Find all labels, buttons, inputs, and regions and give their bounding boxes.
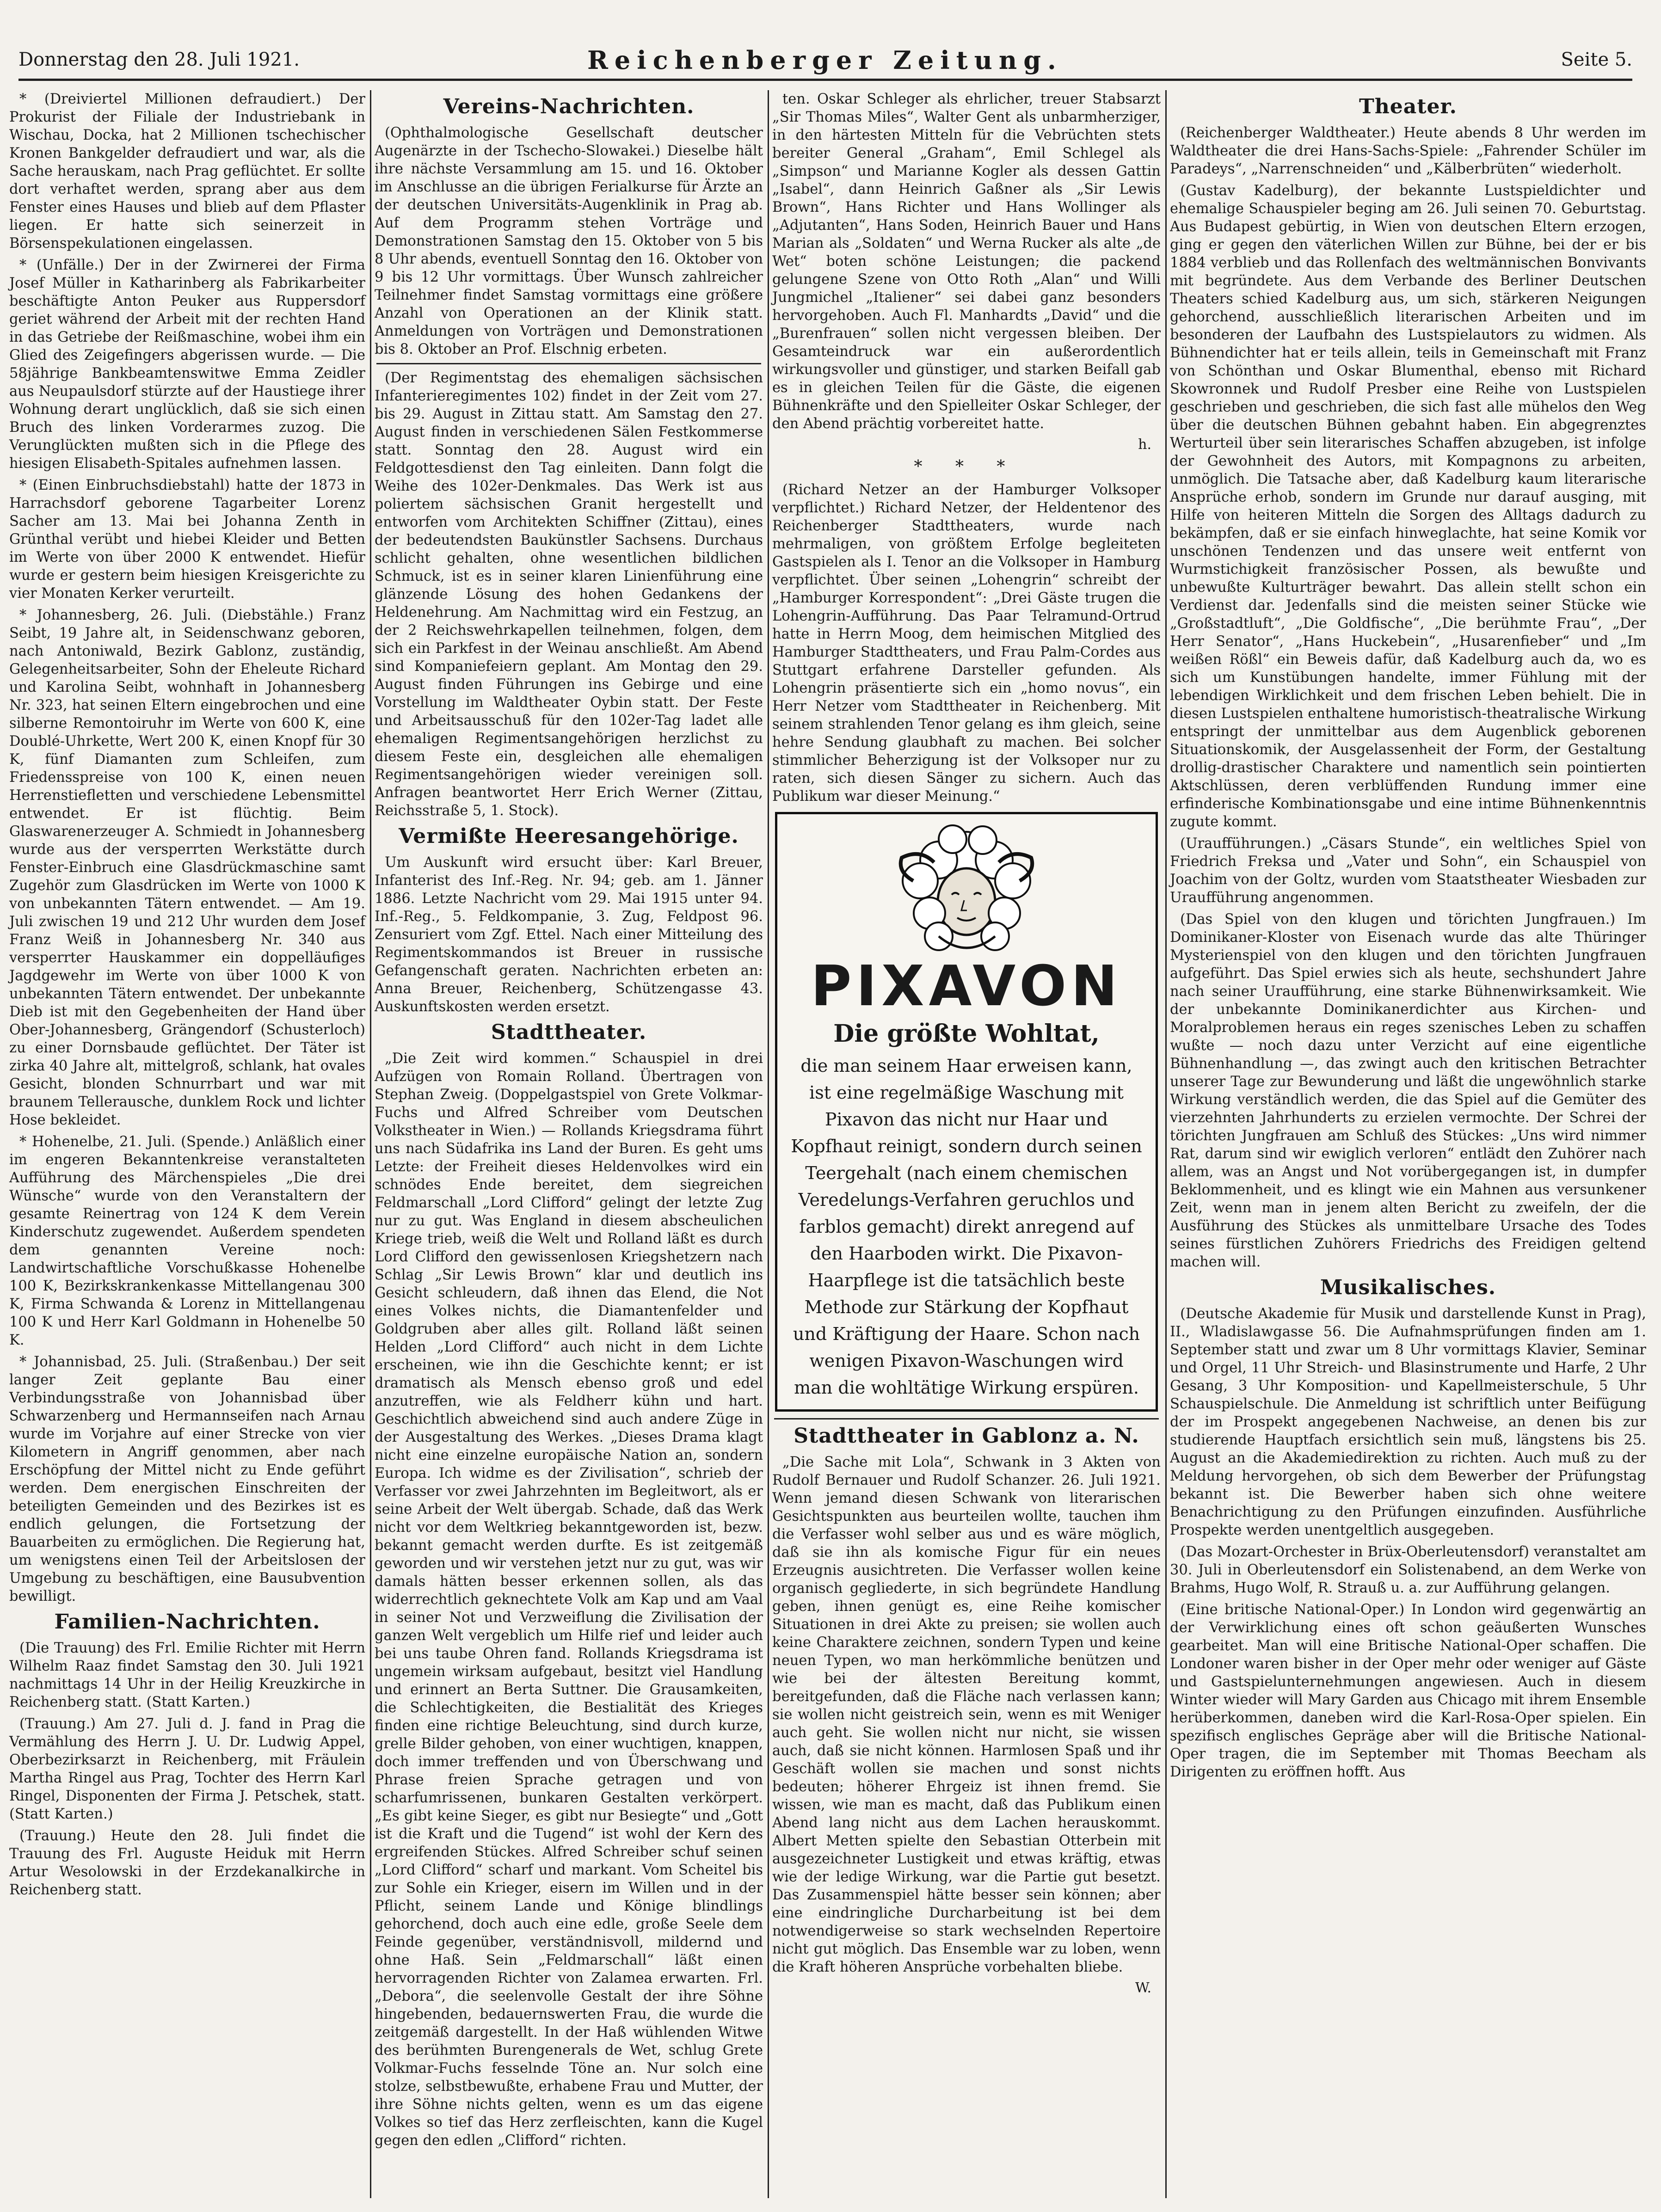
woman-washing-hair-illustration — [869, 821, 1064, 959]
article-paragraph: * (Unfälle.) Der in der Zwirnerei der Firma Josef Müller in Katharinberg als Fabrikarbeiter beschäftigte Anton Peuker aus Ruppersdorf geriet während der Arbeit mit der rechten Hand in das Getriebe der Reißmaschine, wobei ihm ein Glied des Zeigefingers abgerissen wurde. — Die 58jährige Bankbeamtenswitwe Emma Zeidler aus Neupaulsdorf stürzte auf der Haustiege ihrer Wohnung derart unglücklich, daß sie sich einen Bruch des linken Vorderarmes zuzog. Die Verunglückten mußten sich in die Pflege des hiesigen Elisabeth-Spitales aufnehmen lassen. — [9, 257, 365, 472]
article-paragraph: (Gustav Kadelburg), der bekannte Lustspieldichter und ehemalige Schauspieler beging am 26. Juli seinen 70. Geburtstag. Aus Budapest gebürtig, in Wien von deutschen Eltern erzogen, ging er gegen den väterlichen Willen zur Bühne, bei der er bis 1884 verblieb und das Rollenfach des weltmännischen Bonvivants mit begründete. Aus dem Verbande des Berliner Deutschen Theaters schied Kadelburg aus, um sich, stärkeren Neigungen gehorchend, ausschließlich literarischen Arbeiten und im besonderen der Laufbahn des Lustspielautors zu widmen. Als Bühnendichter hat er teils allein, teils in Gemeinschaft mit Franz von Schönthan und Oskar Blumenthal, ebenso mit Richard Skowronnek und Rudolf Presber eine Reihe von Lustspielen geschrieben und geschrieben, die sich fast alle mühelos den Weg über die deutschen Bühnen gebahnt haben. Ein abgegrenztes Werturteil über sein literarisches Schaffen abzugeben, ist infolge der Gewohnheit des Autors, mit Kompagnons zu arbeiten, unmöglich. Die Tatsache aber, daß Kadelburg kaum literarische Ansprüche erhob, sondern im Grunde nur darauf ausging, mit Hilfe von heiteren Mitteln die Sorgen des Alltags dadurch zu bekämpfen, daß er sie einfach hinweglachte, hat seine Komik vor unschönen Tendenzen und das unsere weit entfernt von Wurmstichigkeit französischer Possen, als bewußte und unbewußte Kulturträger bewahrt. Das allein stellt schon ein Verdienst dar. Jedenfalls sind die meisten seiner Stücke wie „Großstadtluft“, „Die Goldfische“, „Die berühmte Frau“, „Der Herr Senator“, „Hans Huckebein“, „Husarenfieber“ und „Im weißen Rößl“ ein Beweis dafür, daß Kadelburg auch da, wo es sich um Kunstübungen handelte, immer Fühlung mit der lebendigen Wirklichkeit und dem frischen Leben behielt. Die in diesen Lustspielen enthaltene humoristisch-theatralische Wirkung entspringt der unmittelbar aus dem Augenblick geborenen Situationskomik, der Ausgelassenheit der Form, der Gestaltung drollig-drastischer Charaktere und namentlich sein pointierten Aktschlüssen, deren verblüffenden Rundung immer eine erfinderische Kombinationsgabe und eine intime Bühnenkenntnis zugute kommt. — [1170, 183, 1647, 830]
column-4 — [1165, 90, 1651, 2198]
article-paragraph: (Ophthalmologische Gesellschaft deutscher Augenärzte in der Tschecho-Slowakei.) Dieselbe hält ihre nächste Versammlung am 15. und 16. Oktober im Anschlusse an die übrigen Ferialkurse für Ärzte an der deutschen Universitäts-Augenklinik in Prag ab. Auf dem Programm stehen Vorträge und Demonstrationen Samstag den 15. Oktober von 5 bis 8 Uhr abends, eventuell Sonntag den 16. Oktober von 9 bis 12 Uhr vormittags. Über Wunsch zahlreicher Teilnehmer findet Samstag vormittags eine größere Anzahl von Operationen an der Klinik statt. Anmeldungen von Vorträgen und Demonstrationen bis 8. Oktober an Prof. Elschnig erbeten. — [375, 125, 763, 357]
section-heading: Theater. — [1359, 95, 1457, 118]
ad-brand-name: PIXAVON — [811, 954, 1122, 1019]
section-heading: Stadttheater in Gablonz a. N. — [794, 1424, 1139, 1448]
issue-date: Donnerstag den 28. Juli 1921. — [18, 49, 300, 70]
article-paragraph: * Johannesberg, 26. Juli. (Diebstähle.) Franz Seibt, 19 Jahre alt, in Seidenschwanz geboren, nach Antoniwald, Bezirk Gablonz, zuständig, Gelegenheitsarbeiter, Sohn der Eheleute Richard und Karolina Seibt, wohnhaft in Johannesberg Nr. 323, hat seinen Eltern eingebrochen und eine silberne Remontoiruhr im Werte von 600 K, eine Doublé-Uhrkette, Wert 200 K, einen Knopf für 30 K, fünf Diamanten zum Schleifen, zum Friedensspreise von 100 K, einen neuen Herrenstiefletten und verschiedene Lebensmittel entwendet. Er ist flüchtig. Beim Glaswarenerzeuger A. Schmiedt in Johannesberg wurde aus der versperrten Werkstätte durch Fenster-Einbruch eine Glasdrückmaschine samt Zugehör zum Glasdrücken im Werte von 1000 K von unbekannten Tätern entwendet. — Am 19. Juli zwischen 19 und 212 Uhr wurden dem Josef Franz Weiß in Johannesberg Nr. 340 aus versperrter Hauskammer ein doppelläufiges Jagdgewehr im Werte von über 1000 K von unbekannten Tätern entwendet. Der unbekannte Dieb ist mit den Gegebenheiten der Hand über Ober-Johannesberg, Grängendorf (Schusterloch) zu einer Dornsbaude geflüchtet. Der Täter ist zirka 40 Jahre alt, mittelgroß, schlank, hat ovales Gesicht, blonden Schnurrbart und war mit braunem Tellerausche, dunklem Rock und lichter Hose bekleidet. — [9, 607, 365, 1128]
theater-continuation — [768, 90, 1165, 805]
ad-headline: Die größte Wohltat, — [833, 1020, 1100, 1048]
article-paragraph: ten. Oskar Schleger als ehrlicher, treuer Stabsarzt „Sir Thomas Miles“, Walter Gent als unbarmherziger, in den härtesten Mitteln für die Vebrüchten stets bereiter General „Graham“, Emil Schlegel als „Simpson“ und Marianne Kogler als dessen Gattin „Isabel“, dann Heinrich Gaßner als „Sir Lewis Brown“, Hans Richter und Hans Wollinger als „Adjutanten“, Hans Soden, Heinrich Bauer und Hans Marian als „Soldaten“ und Werna Rucker als alte „de Wet“ boten schöne Leistungen; die packend gelungene Szene von Otto Roth „Alan“ und Willi Jungmichel „Italiener“ sei dabei ganz besonders hervorgehoben. Auch Fl. Manhardts „David“ und die „Burenfrauen“ sollen nicht vergessen bleiben. Der Gesamteindruck war ein außerordentlich wirkungsvoller und günstiger, und starken Beifall gab es in gleichen Teilen für die Gäste, die eigenen Bühnenkräfte und den Spielleiter Oskar Schleger, der den Abend prächtig vorbereitet hatte. — [772, 91, 1161, 432]
article-paragraph: „Die Zeit wird kommen.“ Schauspiel in drei Aufzügen von Romain Rolland. Übertragen von Stephan Zweig. (Doppelgastspiel von Grete Volkmar-Fuchs und Alfred Schreiber vom Deutschen Volkstheater in Wien.) — Rollands Kriegsdrama führt uns nach Südafrika ins Land der Buren. Es geht ums Letzte: der Freiheit dieses Heldenvolkes wird ein schnödes Ende bereitet, dem siegreichen Feldmarschall „Lord Clifford“ gelingt der letzte Zug nur zu gut. Was England in diesem abscheulichen Kriege trieb, weiß die Welt und Rolland läßt es durch Lord Clifford den gewissenlosen Kriegshetzern nach Schlag „Sir Lewis Brown“ klar und deutlich ins Gesicht schleudern, daß ihnen das Elend, die Not eines Volkes nichts, die Diamantenfelder und Goldgruben aber alles gilt. Rolland läßt seinen Helden „Lord Clifford“ auch nicht in dem Lichte erscheinen, wie ihn die Geschichte kennt; er ist dramatisch als Mensch ebenso groß und edel anzutreffen, wie als Feldherr kühn und hart. Geschichtlich abweichend sind auch andere Züge in der Ausgestaltung des Werkes. „Dieses Drama klagt nicht eine einzelne europäische Nation an, sondern Europa. Ich widme es der Zivilisation“, schrieb der Verfasser vor zwei Jahrzehnten im Begleitwort, als er seine Arbeit der Welt übergab. Schade, daß das Werk nicht vor dem Weltkrieg bekanntgeworden ist, bezw. bekannt gemacht werden durfte. Es ist zeitgemäß geworden und wir verstehen jetzt nur zu gut, was wir damals hätten besser erkennen sollen, als das widerrechtlich geknechtete Volk am Kap und am Vaal in seiner Not und Verzweiflung die Zivilisation der ganzen Welt vergeblich um Hilfe rief und leider auch bei uns taube Ohren fand. Rollands Kriegsdrama ist ungemein wirksam aufgebaut, besitzt viel Handlung und erinnert an Berta Suttner. Die Grausamkeiten, die Schlechtigkeiten, die Bestialität des Krieges finden eine richtige Beleuchtung, sind durch kurze, grelle Bilder gehoben, von einer wuchtigen, knappen, doch immer treffenden und von Überschwang und Phrase freien Sprache getragen und von scharfumrissenen, bunkaren Gestalten verkörpert. „Es gibt keine Sieger, es gibt nur Besiegte“ und „Gott ist die Kraft und die Tugend“ ist wohl der Kern des ergreifenden Stückes. Alfred Schreiber schuf seinen „Lord Clifford“ scharf und markant. Vom Scheitel bis zur Sohle ein Krieger, eisern im Willen und in der Pflicht, seinem Lande und Könige blindlings gehorchend, doch auch eine edle, große Seele dem Feinde gegenüber, verständnisvoll, mildernd und ohne Haß. Sein „Feldmarschall“ läßt einen hervorragenden Richter von Zalamea erwarten. Frl. „Debora“, die seelenvolle Gestalt der ihre Söhne hingebenden, bedauernswerten Frau, die wurde die zeitgemäß dargestellt. In der Haß wühlenden Witwe des berühmten Burengenerals de Wet, schlug Grete Volkmar-Fuchs fesselnde Töne an. Nur solch eine stolze, selbstbewußte, erhabene Frau und Mutter, der ihre Söhne nichts gelten, wenn es um das eigene Volkes so tief das Herz zerfleischten, kann die Kugel gegen den edlen „Clifford“ richten. — [375, 1051, 763, 2149]
article-paragraph: (Uraufführungen.) „Cäsars Stunde“, ein weltliches Spiel von Friedrich Freksa und „Vater und Sohn“, ein Schauspiel von Joachim von der Goltz, wurden vom Staatstheater Wiesbaden zur Uraufführung angenommen. — [1170, 836, 1646, 906]
article-paragraph: (Die Trauung) des Frl. Emilie Richter mit Herrn Wilhelm Raaz findet Samstag den 30. Juli 1921 nachmittags 14 Uhr in der Heilig Kreuzkirche in Reichenberg statt. (Statt Karten.) — [9, 1640, 365, 1710]
article-paragraph: Um Auskunft wird ersucht über: Karl Breuer, Infanterist des Inf.-Reg. Nr. 94; geb. am 1. Jänner 1886. Letzte Nachricht vom 29. Mai 1915 unter 94. Inf.-Reg., 5. Feldkompanie, 3. Zug, Feldpost 96. Zensuriert vom Zgf. Ettel. Nach einer Mitteilung des Regimentskommandos ist Breuer in russische Gefangenschaft geraten. Nachrichten erbeten an: Anna Breuer, Reichenberg, Schützengasse 43. Auskunftskosten werden ersetzt. — [375, 854, 763, 1015]
article-paragraph: (Das Spiel von den klugen und törichten Jungfrauen.) Im Dominikaner-Kloster von Eisenach wurde das alte Thüringer Mysterienspiel von den klugen und den törichten Jungfrauen aufgeführt. Das Spiel erwies sich als heute, sechshundert Jahre nach seiner Uraufführung, eine starke Bühnenwirksamkeit. Wie der unbekannte Dominikanerdichter aus Kirchen- und Moralproblemen heraus ein reges szenisches Leben zu schaffen wußte — noch dazu unter Verzicht auf eine eigentliche Bühnenhandlung —, das zwingt auch den kritischen Betrachter unserer Tage zur Bewunderung und läßt die ungewöhnlich starke Wirkung verständlich werden, die das Spiel auf die Gemüter des vierzehnten Jahrhunderts zu erzielen vermochte. Der Schrei der törichten Jungfrauen am Schluß des Stückes: „Uns wird nimmer Rat, darum sind wir ewiglich verloren“ entlädt den Zuhörer nach allem, was an Angst und Not vorübergegangen ist, in dumpfer Beklommenheit, und es klingt wie ein Mahnen aus versunkener Zeit, wenn man in jenem alten Bericht zu zweifeln, der die Ausführung des Stückes als unmittelbare Ursache des Todes seines fürstlichen Zuhörers Friedrichs des Freidigen geltend machen will. — [1170, 911, 1646, 1270]
ad-body-text: die man seinem Haar erweisen kann, ist eine regelmäßige Waschung mit Pixavon das nicht nur Haar und Kopfhaut reinigt, sondern durch seinen Teergehalt (nach einem chemischen Veredelungs-Verfahren geruchlos und farblos gemacht) direkt anregend auf den Haarboden wirkt. Die Pixavon-Haarpflege ist die tatsächlich beste Methode zur Stärkung der Kopfhaut und Kräftigung der Haare. Schon nach wenigen Pixavon-Waschungen wird man die wohltätige Wirkung erspüren. — [791, 1056, 1142, 1398]
section-rule — [376, 363, 761, 364]
column-3 — [768, 90, 1165, 2198]
article-paragraph: (Trauung.) Heute den 28. Juli findet die Trauung des Frl. Auguste Heiduk mit Herrn Artur Wesolowski in der Erzdekanalkirche in Reichenberg statt. — [9, 1828, 365, 1898]
article-paragraph: „Die Sache mit Lola“, Schwank in 3 Akten von Rudolf Bernauer und Rudolf Schanzer. 26. Juli 1921. Wenn jemand diesen Schwank von literarischen Gesichtspunkten aus beurteilen wollte, tauchen ihm die Verfasser wohl selber aus und es wäre möglich, daß sie ihn als komische Figur für ein neues Erzeugnis ausichtreten. Die Verfasser wollen keine organisch gegliederte, in sich begründete Handlung geben, ihnen genügt es, eine Reihe komischer Situationen in drei Akte zu preisen; sie wollen auch keine Charaktere zeichnen, sondern Typen und keine neuen Typen, wo man herkömmliche benützen und wie bei der ältesten Bereitung kommt, bereitgefunden, daß die Fläche nach verlassen kann; sie wollen nicht geistreich sein, wenn es mit Weniger auch geht. Sie wollen nicht nur nicht, sie wissen auch, daß sie nicht können. Harmlosen Spaß und ihr Geschäft wollen sie machen und sonst nichts bedeuten; höherer Ehrgeiz ist ihnen fremd. Sie wissen, wie man es macht, daß das Publikum einen Abend lang nicht aus dem Lachen herauskommt. Albert Metten spielte den Sebastian Otterbein mit ausgezeichneter Lustigkeit und etwas kräftig, etwas wie der ledige Wirkung, war die Partie gut besetzt. Das Zusammenspiel hätte besser sein können; aber eine eindringliche Durcharbeitung ist bei dem notwendigerweise so stark wechselnden Repertoire nicht gut möglich. Das Ensemble war zu loben, wenn die Kraft höheren Ansprüche vorbehalten bliebe. — [772, 1454, 1161, 1975]
section-heading: Vermißte Heeresangehörige. — [399, 824, 739, 848]
separator-asterisks: * * * — [914, 457, 1019, 476]
article-paragraph: (Richard Netzer an der Hamburger Volksoper verpflichtet.) Richard Netzer, der Heldentenor des Reichenberger Stadttheaters, wurde nach mehrmaligen, von größtem Erfolge begleiteten Gastspielen als I. Tenor an die Volksoper in Hamburg verpflichtet. Über seinen „Lohengrin“ schreibt der „Hamburger Korrespondent“: „Drei Gäste trugen die Lohengrin-Aufführung. Das Paar Telramund-Ortrud hatte in Herrn Moog, dem heimischen Mitglied des Hamburger Stadttheaters, und Frau Palm-Cordes aus Stuttgart erfahrene Darsteller gefunden. Als Lohengrin präsentierte sich ein „homo novus“, ein Herr Netzer vom Stadttheater in Reichenberg. Mit seinem strahlenden Tenor gelang es ihm gleich, seine hehre Sendung glaubhaft zu machen. Bei solcher stimmlicher Beherzigung ist der Volksoper nur zu raten, sich diesen Sänger zu sichern. Auch das Publikum war dieser Meinung.“ — [772, 482, 1161, 805]
newspaper-title: Reichenberger Zeitung. — [587, 45, 1063, 75]
article-paragraph: * (Dreiviertel Millionen defraudiert.) Der Prokurist der Filiale der Industriebank in Wischau, Docka, hat 2 Millionen tschechischer Kronen Bankgelder defraudiert und war, als die Sache herauskam, nach Prag geflüchtet. Er sollte dort verhaftet werden, sprang aber aus dem Fenster eines Hauses und blieb auf dem Pflaster liegen. Er hatte sich seinerzeit in Börsenspekulationen eingelassen. — [9, 91, 365, 252]
article-paragraph: (Deutsche Akademie für Musik und darstellende Kunst in Prag), II., Wladislawgasse 56. Die Aufnahmsprüfungen finden am 1. September statt und zwar um 8 Uhr vormittags Klavier, Seminar und Orgel, 11 Uhr Streich- und Blasinstrumente und Harfe, 2 Uhr Gesang, 3 Uhr Komposition- und Kapellmeisterschule, 5 Uhr Schauspielschule. Die Anmeldung ist schriftlich unter Beifügung der im Prospekt angegebenen Nachweise, an denen bis zur studierende Hauptfach ersichtlich sein muß, längstens bis 25. August an die Akademiedirektion zu richten. Auch muß zu der Meldung hervorgehen, ob sich dem Bewerber der Prüfungstag bekannt ist. Die Bewerber haben sich ohne weitere Benachrichtigung zu den Prüfungen einzufinden. Ausführliche Prospekte werden unentgeltlich ausgegeben. — [1170, 1306, 1646, 1538]
section-heading: Vereins-Nachrichten. — [443, 95, 695, 118]
column-2 — [370, 90, 768, 2198]
article-paragraph: (Trauung.) Am 27. Juli d. J. fand in Prag die Vermählung des Herrn J. U. Dr. Ludwig Appel, Oberbezirksarzt in Reichenberg, mit Fräulein Martha Ringel aus Prag, Tochter des Herrn Karl Ringel, Disponenten der Firma J. Petschek, statt. (Statt Karten.) — [9, 1716, 365, 1822]
section-heading: Stadttheater. — [491, 1020, 647, 1044]
page-header — [18, 37, 1632, 81]
pixavon-advertisement — [775, 812, 1158, 1412]
section-heading: Familien-Nachrichten. — [54, 1610, 320, 1634]
article-paragraph: * Johannisbad, 25. Juli. (Straßenbau.) Der seit langer Zeit geplante Bau einer Verbindungsstraße von Johannisbad über Schwarzenberg und Hermannseifen nach Arnau wurde im Vorjahre auf einer Strecke von vier Kilometern in Angriff genommen, aber nach Erschöpfung der Mittel nicht zu Ende geführt werden. Dem energischen Einschreiten der beteiligten Gemeinden und des Bezirkes ist es endlich gelungen, die Fortsetzung der Bauarbeiten zu ermöglichen. Die Regierung hat, um wenigstens einen Teil der Arbeitslosen der Umgebung zu beschäftigen, eine Bausubvention bewilligt. — [9, 1354, 365, 1604]
column-1 — [5, 90, 370, 2198]
section-heading: Musikalisches. — [1320, 1276, 1496, 1299]
page-number: Seite 5. — [1561, 49, 1632, 70]
article-paragraph: (Das Mozart-Orchester in Brüx-Oberleutensdorf) veranstaltet am 30. Juli in Oberleutensdorf ein Solistenabend, an dem Werke von Brahms, Hugo Wolf, R. Strauß u. a. zur Aufführung gelangen. — [1170, 1544, 1646, 1596]
article-paragraph: (Eine britische National-Oper.) In London wird gegenwärtig an der Verwirklichung eines oft schon geäußerten Wunsches gearbeitet. Man will eine Britische National-Oper schaffen. Die Londoner waren bisher in der Oper mehr oder weniger auf Gäste und Gastspielunternehmungen angewiesen. Auch in diesem Winter wieder will Mary Garden aus Chicago mit ihrem Ensemble herüberkommen, daneben wird die Karl-Rosa-Oper spielen. Ein spezifisch englisches Gepräge aber will die Britische National-Oper tragen, die im September mit Thomas Beecham als Dirigenten zu eröffnen hofft. Aus — [1170, 1602, 1646, 1780]
author-signature: h. — [1138, 436, 1151, 453]
author-signature: W. — [1135, 1980, 1151, 1996]
article-paragraph: * Hohenelbe, 21. Juli. (Spende.) Anläßlich einer im engeren Bekanntenkreise veranstalteten Aufführung des Märchenspieles „Die drei Wünsche“ wurde von den Veranstaltern der gesamte Reinertrag von 124 K dem Verein Kinderschutz zugewendet. Außerdem spendeten dem genannten Vereine noch: Landwirtschaftliche Vorschußkasse Hohenelbe 100 K, Bezirkskrankenkasse Mittellangenau 300 K, Firma Schwanda & Lorenz in Mittellangenau 100 K und Herr Karl Goldmann in Hohenelbe 50 K. — [9, 1134, 365, 1348]
article-paragraph: (Reichenberger Waldtheater.) Heute abends 8 Uhr werden im Waldtheater die drei Hans-Sachs-Spiele: „Fahrender Schüler im Paradeys“, „Narrenschneiden“ und „Kälberbrüten“ wiederholt. — [1170, 125, 1646, 177]
article-paragraph: (Der Regimentstag des ehemaligen sächsischen Infanterieregimentes 102) findet in der Zeit vom 27. bis 29. August in Zittau statt. Am Samstag den 27. August finden in verschiedenen Sälen Festkommerse statt. Sonntag den 28. August wird ein Feldgottesdienst den Tag einleiten. Dann folgt die Weihe des 102er-Denkmales. Das Werk ist aus poliertem sächsischen Granit hergestellt und entworfen vom Architekten Schiffner (Zittau), eines der bedeutendsten Baukünstler Sachsens. Durchaus schlicht gehalten, ohne wesentlichen bildlichen Schmuck, ist es in seiner klaren Linienführung eine glänzende Lösung des hohen Gedankens der Heldenehrung. Am Nachmittag wird ein Festzug, an der 2 Reichswehrkapellen teilnehmen, folgen, dem sich ein Parkfest in der Weinau anschließt. Am Abend sind Kompaniefeiern geplant. Am Montag den 29. August finden Führungen ins Gebirge und eine Vorstellung im Waldtheater Oybin statt. Der Feste und Arbeitsausschuß für den 102er-Tag ladet alle ehemaligen Regimentsangehörigen herzlichst zu diesem Feste ein, desgleichen alle ehemaligen Regimentsangehörigen wieder vereinigen soll. Anfragen beantwortet Herr Erich Werner (Zittau, Reichsstraße 5, 1. Stock). — [375, 370, 763, 819]
article-paragraph: * (Einen Einbruchsdiebstahl) hatte der 1873 in Harrachsdorf geborene Tagarbeiter Lorenz Sacher am 13. Mai bei Johanna Zenth in Grünthal verübt und hiebei Kleider und Betten im Werte von über 2000 K entwendet. Hiefür wurde er gestern beim hiesigen Kreisgerichte zu vier Monaten Kerker verurteilt. — [9, 477, 365, 602]
gablonz-theater-section — [768, 1424, 1165, 1996]
section-rule — [774, 1418, 1159, 1419]
